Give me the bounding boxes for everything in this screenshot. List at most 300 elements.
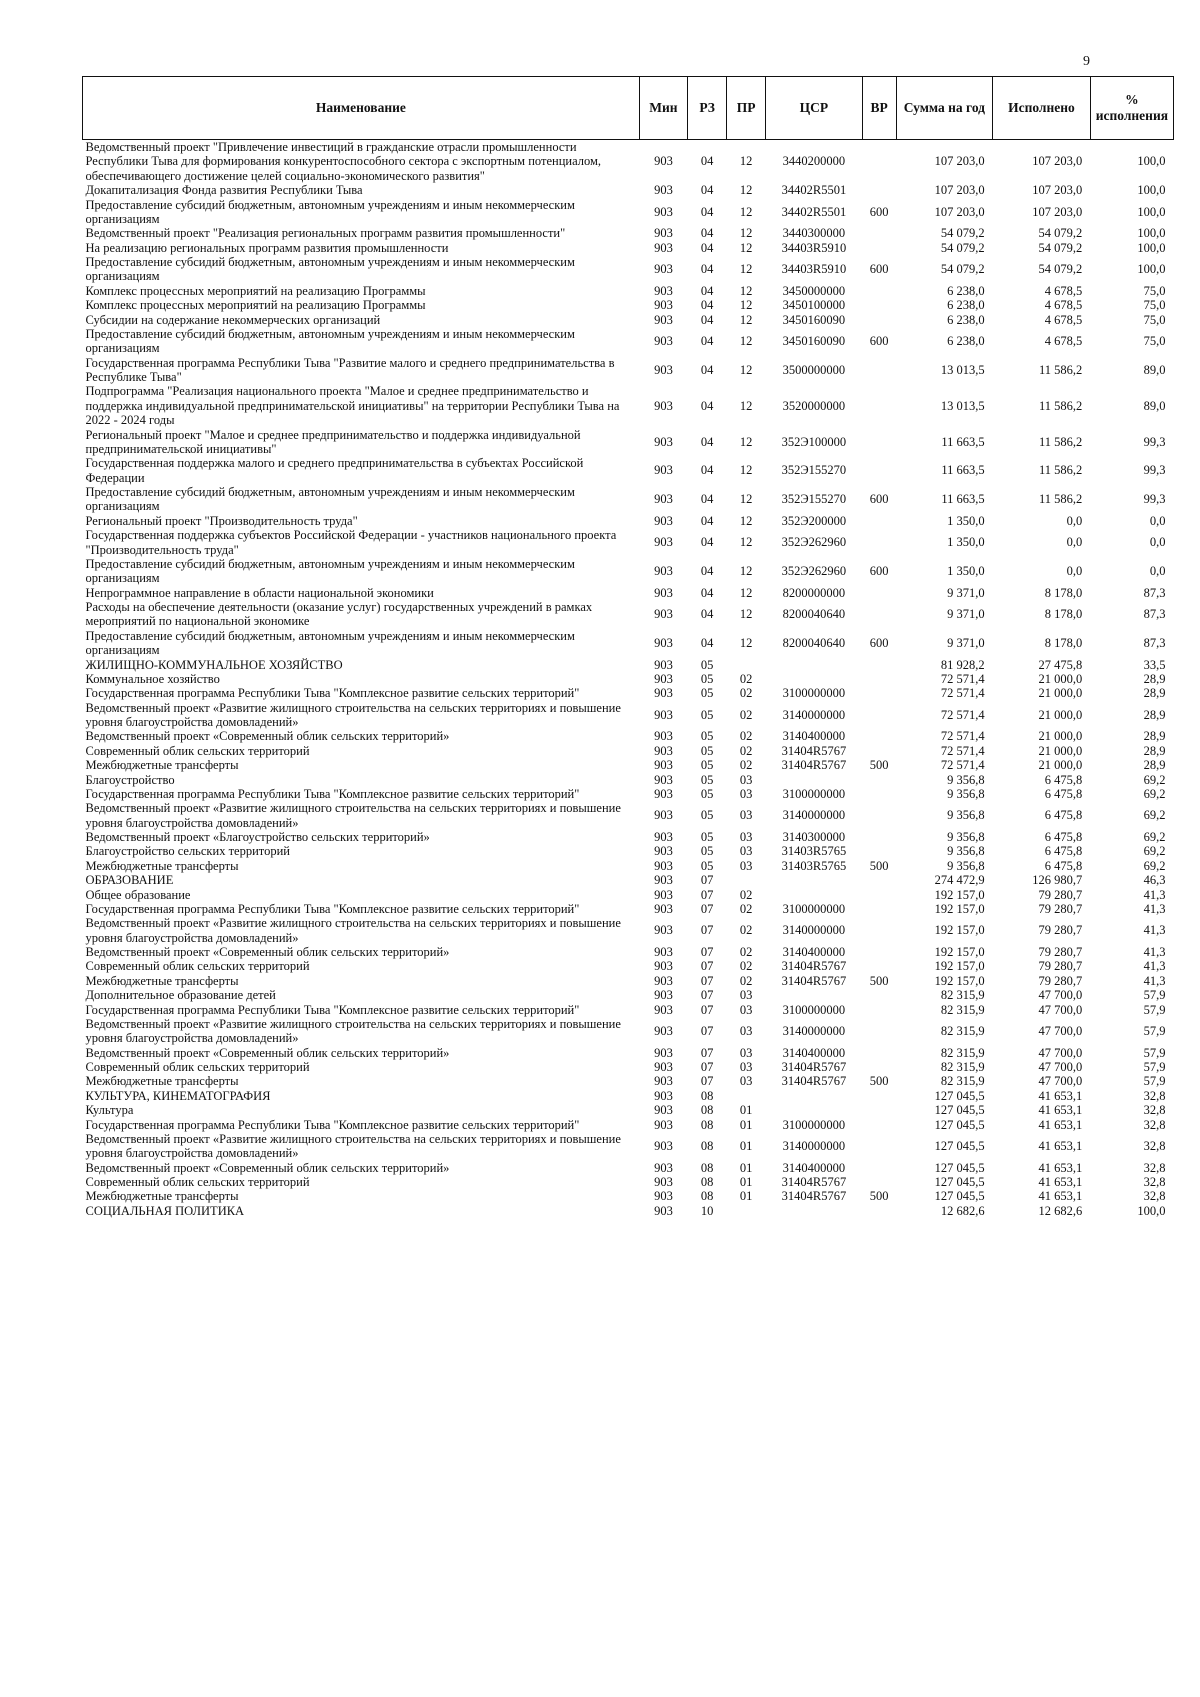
row-min: 903 bbox=[654, 492, 673, 507]
row-vr bbox=[862, 888, 896, 902]
row-rz: 04 bbox=[700, 635, 714, 650]
row-percent: 41,3 bbox=[1143, 923, 1166, 938]
row-vr bbox=[862, 844, 896, 858]
table-row bbox=[83, 1118, 1174, 1132]
row-vr bbox=[862, 801, 896, 830]
row-percent: 69,2 bbox=[1143, 808, 1166, 823]
row-done: 6 475,8 bbox=[1044, 844, 1083, 859]
row-rz: 10 bbox=[700, 1203, 714, 1218]
row-csr: 3100000000 bbox=[782, 1117, 846, 1132]
row-percent: 46,3 bbox=[1143, 873, 1166, 888]
row-csr: 3140000000 bbox=[782, 808, 846, 823]
row-sum: 107 203,0 bbox=[934, 183, 985, 198]
table-row bbox=[83, 327, 1174, 356]
row-min: 903 bbox=[654, 729, 673, 744]
row-min: 903 bbox=[654, 463, 673, 478]
row-vr bbox=[862, 729, 896, 743]
row-min: 903 bbox=[654, 901, 673, 916]
row-pr: 02 bbox=[739, 973, 753, 988]
row-sum: 192 157,0 bbox=[934, 887, 985, 902]
row-csr: 31404R5767 bbox=[781, 1189, 847, 1204]
row-vr bbox=[862, 1103, 896, 1117]
row-done: 41 653,1 bbox=[1038, 1175, 1083, 1189]
row-name: Предоставление субсидий бюджетным, автономным учреждениям и иным некоммерческим организациям bbox=[85, 326, 575, 356]
table-row bbox=[83, 1189, 1174, 1203]
row-done: 4 678,5 bbox=[1044, 298, 1083, 313]
row-csr: 3440200000 bbox=[782, 154, 846, 169]
row-sum: 9 371,0 bbox=[947, 635, 985, 650]
row-vr bbox=[862, 226, 896, 240]
row-csr bbox=[766, 1204, 863, 1218]
row-done: 47 700,0 bbox=[1038, 1060, 1083, 1074]
column-header-min: Мин bbox=[639, 77, 687, 140]
row-sum: 192 157,0 bbox=[934, 959, 985, 974]
row-vr: 500 bbox=[869, 1189, 889, 1204]
table-row bbox=[83, 787, 1174, 801]
table-row bbox=[83, 528, 1174, 557]
table-row bbox=[83, 140, 1174, 184]
table-row bbox=[83, 255, 1174, 284]
row-sum: 127 045,5 bbox=[934, 1103, 985, 1118]
row-done: 21 000,0 bbox=[1038, 686, 1083, 701]
table-row bbox=[83, 557, 1174, 586]
row-percent: 87,3 bbox=[1143, 635, 1166, 650]
row-pr: 03 bbox=[739, 988, 753, 1003]
row-pr: 03 bbox=[739, 1024, 753, 1039]
column-header-vr: ВР bbox=[862, 77, 896, 140]
row-vr bbox=[862, 298, 896, 312]
row-min: 903 bbox=[654, 1002, 673, 1017]
row-sum: 107 203,0 bbox=[934, 154, 985, 169]
row-min: 903 bbox=[654, 887, 673, 902]
table-row bbox=[83, 226, 1174, 240]
row-sum: 13 013,5 bbox=[940, 362, 985, 377]
row-percent: 99,3 bbox=[1143, 463, 1166, 478]
row-pr: 02 bbox=[739, 901, 753, 916]
row-name: Общее образование bbox=[85, 887, 191, 902]
row-pr: 03 bbox=[739, 1045, 753, 1060]
row-done: 0,0 bbox=[1066, 513, 1083, 528]
row-pr: 12 bbox=[739, 226, 753, 241]
row-vr bbox=[862, 456, 896, 485]
row-csr: 3140400000 bbox=[782, 1160, 846, 1175]
row-percent: 28,9 bbox=[1143, 671, 1166, 686]
row-vr bbox=[862, 787, 896, 801]
table-row bbox=[83, 1161, 1174, 1175]
row-name: ЖИЛИЩНО-КОММУНАЛЬНОЕ ХОЗЯЙСТВО bbox=[85, 657, 343, 672]
row-pr: 02 bbox=[739, 923, 753, 938]
row-min: 903 bbox=[654, 686, 673, 701]
row-rz: 07 bbox=[700, 887, 714, 902]
table-row bbox=[83, 902, 1174, 916]
row-min: 903 bbox=[654, 564, 673, 579]
row-done: 41 653,1 bbox=[1038, 1139, 1083, 1154]
row-csr: 3440300000 bbox=[782, 226, 846, 241]
row-min: 903 bbox=[654, 973, 673, 988]
row-pr: 12 bbox=[739, 607, 753, 622]
row-vr: 600 bbox=[869, 492, 889, 507]
table-row bbox=[83, 356, 1174, 385]
row-min: 903 bbox=[654, 858, 673, 873]
row-rz: 05 bbox=[700, 808, 714, 823]
row-sum: 6 238,0 bbox=[947, 298, 985, 313]
row-name: СОЦИАЛЬНАЯ ПОЛИТИКА bbox=[85, 1203, 245, 1218]
row-sum: 127 045,5 bbox=[934, 1117, 985, 1132]
row-name: Предоставление субсидий бюджетным, автономным учреждениям и иным некоммерческим организациям bbox=[85, 485, 575, 514]
row-sum: 127 045,5 bbox=[934, 1088, 985, 1103]
row-percent: 75,0 bbox=[1143, 298, 1166, 313]
row-name: Ведомственный проект "Реализация региональных программ развития промышленности" bbox=[85, 226, 566, 241]
row-sum: 192 157,0 bbox=[934, 973, 985, 988]
row-percent: 87,3 bbox=[1143, 607, 1166, 622]
row-min: 903 bbox=[654, 1088, 673, 1103]
row-name: Ведомственный проект «Благоустройство сельских территорий» bbox=[85, 830, 430, 844]
table-row bbox=[83, 672, 1174, 686]
row-min: 903 bbox=[654, 772, 673, 787]
table-row bbox=[83, 198, 1174, 227]
table-row bbox=[83, 729, 1174, 743]
row-done: 12 682,6 bbox=[1038, 1203, 1083, 1218]
row-pr: 12 bbox=[739, 154, 753, 169]
row-vr bbox=[862, 773, 896, 787]
row-sum: 11 663,5 bbox=[941, 434, 985, 449]
row-percent: 69,2 bbox=[1143, 844, 1166, 859]
row-rz: 08 bbox=[700, 1103, 714, 1118]
row-sum: 6 238,0 bbox=[947, 312, 985, 327]
row-pr bbox=[727, 658, 766, 672]
table-row bbox=[83, 974, 1174, 988]
row-csr: 3140300000 bbox=[782, 830, 846, 844]
row-percent: 89,0 bbox=[1143, 362, 1166, 377]
row-done: 126 980,7 bbox=[1032, 873, 1083, 888]
row-rz: 08 bbox=[700, 1189, 714, 1204]
row-sum: 9 371,0 bbox=[947, 585, 985, 600]
row-csr: 3100000000 bbox=[782, 1002, 846, 1017]
table-row bbox=[83, 485, 1174, 514]
column-header-done: Исполнено bbox=[993, 77, 1091, 140]
row-done: 4 678,5 bbox=[1044, 334, 1083, 349]
row-csr: 3100000000 bbox=[782, 901, 846, 916]
row-pr: 12 bbox=[739, 564, 753, 579]
row-percent: 87,3 bbox=[1143, 585, 1166, 600]
column-header-sum: Сумма на год bbox=[896, 77, 993, 140]
row-rz: 04 bbox=[700, 398, 714, 413]
row-sum: 192 157,0 bbox=[934, 901, 985, 916]
row-min: 903 bbox=[654, 1074, 673, 1089]
row-rz: 05 bbox=[700, 671, 714, 686]
row-name: Современный облик сельских территорий bbox=[85, 1060, 310, 1074]
row-done: 6 475,8 bbox=[1044, 830, 1083, 844]
row-name: Современный облик сельских территорий bbox=[85, 959, 310, 974]
row-min: 903 bbox=[654, 1139, 673, 1154]
row-min: 903 bbox=[654, 1160, 673, 1175]
row-done: 8 178,0 bbox=[1044, 607, 1083, 622]
row-done: 107 203,0 bbox=[1032, 154, 1083, 169]
row-pr: 02 bbox=[739, 686, 753, 701]
row-sum: 1 350,0 bbox=[947, 564, 985, 579]
row-min: 903 bbox=[654, 873, 673, 888]
row-percent: 100,0 bbox=[1137, 262, 1166, 277]
row-done: 107 203,0 bbox=[1032, 183, 1083, 198]
row-vr bbox=[862, 916, 896, 945]
row-pr: 12 bbox=[739, 240, 753, 255]
row-min: 903 bbox=[654, 671, 673, 686]
row-rz: 04 bbox=[700, 585, 714, 600]
row-done: 54 079,2 bbox=[1038, 226, 1083, 241]
row-min: 903 bbox=[654, 226, 673, 241]
row-done: 41 653,1 bbox=[1038, 1103, 1083, 1118]
row-pr: 02 bbox=[739, 945, 753, 959]
row-csr: 31403R5765 bbox=[781, 844, 847, 859]
row-pr: 03 bbox=[739, 844, 753, 859]
row-rz: 08 bbox=[700, 1139, 714, 1154]
row-name: Региональный проект "Производительность труда" bbox=[85, 513, 358, 528]
row-rz: 08 bbox=[700, 1160, 714, 1175]
row-min: 903 bbox=[654, 283, 673, 298]
row-rz: 08 bbox=[700, 1117, 714, 1132]
row-vr bbox=[862, 959, 896, 973]
row-pr: 02 bbox=[739, 887, 753, 902]
row-min: 903 bbox=[654, 204, 673, 219]
row-csr: 3450160090 bbox=[782, 312, 846, 327]
row-min: 903 bbox=[654, 1103, 673, 1118]
row-csr bbox=[766, 1089, 863, 1103]
row-sum: 127 045,5 bbox=[934, 1160, 985, 1175]
row-percent: 0,0 bbox=[1149, 535, 1166, 550]
row-csr: 3140000000 bbox=[782, 923, 846, 938]
table-row bbox=[83, 701, 1174, 730]
row-sum: 72 571,4 bbox=[940, 743, 985, 758]
row-pr: 02 bbox=[739, 743, 753, 758]
row-done: 41 653,1 bbox=[1038, 1117, 1083, 1132]
table-row bbox=[83, 959, 1174, 973]
row-pr: 01 bbox=[739, 1117, 753, 1132]
row-percent: 57,9 bbox=[1143, 1060, 1166, 1074]
row-rz: 07 bbox=[700, 988, 714, 1003]
row-min: 903 bbox=[654, 743, 673, 758]
row-min: 903 bbox=[654, 362, 673, 377]
row-vr bbox=[862, 1204, 896, 1218]
row-done: 79 280,7 bbox=[1038, 923, 1083, 938]
row-pr: 03 bbox=[739, 772, 753, 787]
row-name: Ведомственный проект "Привлечение инвестиций в гражданские отрасли промышленности Республики Тыва для формирования конкурентоспособного сектора с экспортным потенциалом, обеспечивающего достижение целей социально-экономического развития" bbox=[85, 140, 602, 183]
row-rz: 04 bbox=[700, 607, 714, 622]
row-pr: 03 bbox=[739, 1060, 753, 1074]
row-pr: 12 bbox=[739, 204, 753, 219]
row-done: 79 280,7 bbox=[1038, 959, 1083, 974]
row-min: 903 bbox=[654, 988, 673, 1003]
row-csr: 352Э262960 bbox=[781, 535, 847, 550]
row-vr bbox=[862, 873, 896, 887]
row-pr: 12 bbox=[739, 183, 753, 198]
table-row bbox=[83, 988, 1174, 1002]
row-min: 903 bbox=[654, 707, 673, 722]
table-row bbox=[83, 284, 1174, 298]
row-done: 8 178,0 bbox=[1044, 635, 1083, 650]
row-min: 903 bbox=[654, 959, 673, 974]
row-min: 903 bbox=[654, 1024, 673, 1039]
row-name: ОБРАЗОВАНИЕ bbox=[85, 873, 174, 888]
row-done: 21 000,0 bbox=[1038, 743, 1083, 758]
row-done: 6 475,8 bbox=[1044, 772, 1083, 787]
row-pr: 12 bbox=[739, 513, 753, 528]
row-sum: 127 045,5 bbox=[934, 1139, 985, 1154]
row-name: Непрограммное направление в области национальной экономики bbox=[85, 585, 434, 600]
row-name: Государственная программа Республики Тыва "Комплексное развитие сельских территорий" bbox=[85, 1002, 580, 1017]
row-done: 4 678,5 bbox=[1044, 312, 1083, 327]
row-csr: 34402R5501 bbox=[781, 183, 847, 198]
row-name: Ведомственный проект «Развитие жилищного строительства на сельских территориях и повышение уровня благоустройства домовладений» bbox=[85, 801, 621, 830]
row-csr: 352Э262960 bbox=[781, 564, 847, 579]
row-name: Культура bbox=[85, 1103, 134, 1118]
row-vr bbox=[862, 902, 896, 916]
row-done: 21 000,0 bbox=[1038, 707, 1083, 722]
row-rz: 04 bbox=[700, 298, 714, 313]
row-csr bbox=[766, 773, 863, 787]
row-percent: 57,9 bbox=[1143, 1002, 1166, 1017]
row-pr: 12 bbox=[739, 362, 753, 377]
row-sum: 9 356,8 bbox=[947, 844, 985, 859]
row-csr: 8200040640 bbox=[782, 635, 846, 650]
table-row bbox=[83, 1003, 1174, 1017]
row-pr: 03 bbox=[739, 786, 753, 801]
row-sum: 82 315,9 bbox=[940, 1074, 985, 1089]
row-vr bbox=[862, 284, 896, 298]
row-sum: 11 663,5 bbox=[941, 492, 985, 507]
row-rz: 04 bbox=[700, 312, 714, 327]
row-min: 903 bbox=[654, 585, 673, 600]
row-pr: 01 bbox=[739, 1160, 753, 1175]
row-csr: 34403R5910 bbox=[781, 240, 847, 255]
row-csr: 3140400000 bbox=[782, 729, 846, 744]
row-name: Межбюджетные трансферты bbox=[85, 758, 239, 773]
row-done: 11 586,2 bbox=[1038, 398, 1083, 413]
row-sum: 82 315,9 bbox=[940, 1045, 985, 1060]
row-rz: 05 bbox=[700, 858, 714, 873]
row-csr: 352Э100000 bbox=[781, 434, 847, 449]
row-rz: 07 bbox=[700, 901, 714, 916]
row-min: 903 bbox=[654, 786, 673, 801]
row-sum: 192 157,0 bbox=[934, 945, 985, 959]
table-row bbox=[83, 773, 1174, 787]
row-pr: 01 bbox=[739, 1103, 753, 1118]
row-rz: 04 bbox=[700, 183, 714, 198]
row-rz: 08 bbox=[700, 1175, 714, 1189]
row-vr bbox=[862, 701, 896, 730]
row-name: Благоустройство bbox=[85, 772, 175, 787]
row-sum: 72 571,4 bbox=[940, 729, 985, 744]
row-vr: 600 bbox=[869, 262, 889, 277]
row-sum: 72 571,4 bbox=[940, 707, 985, 722]
row-name: Предоставление субсидий бюджетным, автономным учреждениям и иным некоммерческим организациям bbox=[85, 197, 575, 226]
table-row bbox=[83, 859, 1174, 873]
row-min: 903 bbox=[654, 1060, 673, 1074]
row-vr: 500 bbox=[869, 858, 889, 873]
row-done: 11 586,2 bbox=[1038, 434, 1083, 449]
row-name: Комплекс процессных мероприятий на реализацию Программы bbox=[85, 283, 426, 298]
row-pr bbox=[727, 1204, 766, 1218]
row-name: Государственная поддержка малого и среднего предпринимательства в субъектах Российской Федерации bbox=[85, 456, 584, 485]
row-name: Благоустройство сельских территорий bbox=[85, 844, 290, 859]
row-min: 903 bbox=[654, 758, 673, 773]
row-done: 47 700,0 bbox=[1038, 1024, 1083, 1039]
row-percent: 28,9 bbox=[1143, 743, 1166, 758]
row-csr: 3140400000 bbox=[782, 945, 846, 959]
table-row bbox=[83, 1017, 1174, 1046]
row-name: Межбюджетные трансферты bbox=[85, 1189, 239, 1204]
table-row bbox=[83, 183, 1174, 197]
row-name: Ведомственный проект «Развитие жилищного строительства на сельских территориях и повышение уровня благоустройства домовладений» bbox=[85, 1016, 621, 1046]
row-sum: 9 356,8 bbox=[947, 830, 985, 844]
row-percent: 41,3 bbox=[1143, 945, 1166, 959]
table-row bbox=[83, 586, 1174, 600]
row-done: 54 079,2 bbox=[1038, 240, 1083, 255]
row-min: 903 bbox=[654, 334, 673, 349]
row-min: 903 bbox=[654, 398, 673, 413]
row-vr bbox=[862, 686, 896, 700]
row-percent: 32,8 bbox=[1143, 1189, 1166, 1204]
row-done: 11 586,2 bbox=[1038, 362, 1083, 377]
row-csr: 352Э155270 bbox=[781, 463, 847, 478]
row-name: Дополнительное образование детей bbox=[85, 988, 276, 1003]
row-percent: 57,9 bbox=[1143, 988, 1166, 1003]
row-percent: 32,8 bbox=[1143, 1175, 1166, 1189]
row-percent: 28,9 bbox=[1143, 707, 1166, 722]
row-min: 903 bbox=[654, 808, 673, 823]
row-percent: 99,3 bbox=[1143, 492, 1166, 507]
row-vr bbox=[862, 183, 896, 197]
table-row bbox=[83, 686, 1174, 700]
row-sum: 6 238,0 bbox=[947, 334, 985, 349]
row-vr bbox=[862, 313, 896, 327]
row-sum: 9 356,8 bbox=[947, 772, 985, 787]
row-vr: 600 bbox=[869, 564, 889, 579]
row-name: Ведомственный проект «Развитие жилищного строительства на сельских территориях и повышение уровня благоустройства домовладений» bbox=[85, 700, 621, 729]
table-row bbox=[83, 844, 1174, 858]
row-percent: 99,3 bbox=[1143, 434, 1166, 449]
row-vr bbox=[862, 830, 896, 844]
row-vr: 600 bbox=[869, 635, 889, 650]
row-rz: 05 bbox=[700, 844, 714, 859]
row-csr: 34403R5910 bbox=[781, 262, 847, 277]
row-rz: 04 bbox=[700, 226, 714, 241]
row-name: Межбюджетные трансферты bbox=[85, 973, 239, 988]
row-name: Расходы на обеспечение деятельности (оказание услуг) государственных учреждений в рамках мероприятий по национальной экономике bbox=[85, 600, 593, 629]
row-csr bbox=[766, 658, 863, 672]
row-vr bbox=[862, 241, 896, 255]
row-pr: 12 bbox=[739, 463, 753, 478]
row-min: 903 bbox=[654, 1203, 673, 1218]
row-percent: 57,9 bbox=[1143, 1024, 1166, 1039]
row-done: 47 700,0 bbox=[1038, 1045, 1083, 1060]
row-percent: 75,0 bbox=[1143, 334, 1166, 349]
row-pr: 12 bbox=[739, 283, 753, 298]
row-vr bbox=[862, 428, 896, 457]
table-row bbox=[83, 428, 1174, 457]
row-csr: 31403R5765 bbox=[781, 858, 847, 873]
row-percent: 100,0 bbox=[1137, 1203, 1166, 1218]
row-name: На реализацию региональных программ развития промышленности bbox=[85, 240, 449, 255]
row-percent: 69,2 bbox=[1143, 772, 1166, 787]
row-rz: 07 bbox=[700, 1074, 714, 1089]
row-csr: 3140400000 bbox=[782, 1045, 846, 1060]
row-vr: 500 bbox=[869, 758, 889, 773]
row-csr: 3100000000 bbox=[782, 686, 846, 701]
row-pr: 03 bbox=[739, 830, 753, 844]
row-min: 903 bbox=[654, 298, 673, 313]
column-header-pr: ПР bbox=[727, 77, 766, 140]
row-min: 903 bbox=[654, 1189, 673, 1204]
